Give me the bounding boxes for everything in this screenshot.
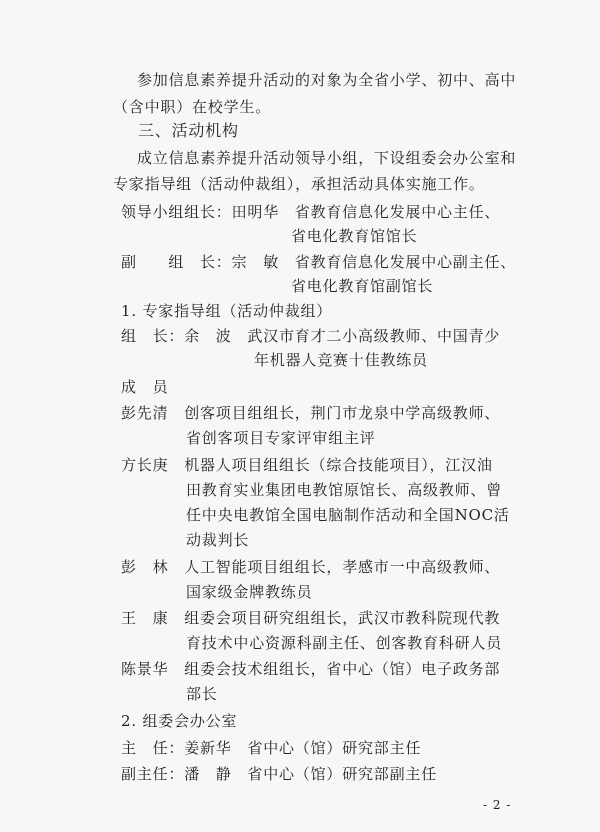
member-line: 副 组 长：宗 敏 省教育信息化发展中心副主任、: [121, 253, 517, 271]
member-line: 王 康 组委会项目研究组组长，武汉市教科院现代教: [121, 609, 501, 627]
member-line: 主 任：姜新华 省中心（馆）研究部主任: [121, 739, 422, 757]
member-line-continued: 省电化教育馆副馆长: [291, 277, 434, 295]
subsection-heading: 1. 专家指导组（活动仲裁组）: [121, 302, 333, 320]
member-line: 陈景华 组委会技术组组长，省中心（馆）电子政务部: [121, 660, 501, 678]
member-line: 组 长：余 波 武汉市育才二小高级教师、中国青少: [121, 327, 501, 345]
paragraph-line: 参加信息素养提升活动的对象为全省小学、初中、高中: [137, 71, 517, 89]
member-line: 领导小组组长：田明华 省教育信息化发展中心主任、: [121, 203, 501, 221]
member-line: 副主任：潘 静 省中心（馆）研究部副主任: [121, 765, 438, 783]
member-line-continued: 国家级金牌教练员: [186, 583, 313, 601]
member-line-continued: 育技术中心资源科副主任、创客教育科研人员: [186, 634, 503, 652]
paragraph-line: （含中职）在校学生。: [113, 98, 272, 116]
member-line-continued: 田教育实业集团电教馆原馆长、高级教师、曾: [186, 481, 503, 499]
label-line: 成 员: [121, 378, 169, 396]
member-line-continued: 部长: [186, 685, 218, 703]
member-line: 方长庚 机器人项目组组长（综合技能项目），江汉油: [121, 456, 493, 474]
member-line-continued: 年机器人竞赛十佳教练员: [254, 351, 428, 369]
section-heading: 三、活动机构: [138, 121, 239, 140]
member-line-continued: 省电化教育馆馆长: [291, 227, 418, 245]
member-line-continued: 任中央电教馆全国电脑制作活动和全国NOC活: [186, 506, 510, 524]
member-line-continued: 省创客项目专家评审组主评: [186, 429, 376, 447]
member-line: 彭 林 人工智能项目组组长，孝感市一中高级教师、: [121, 558, 501, 576]
paragraph-line: 专家指导组（活动仲裁组），承担活动具体实施工作。: [113, 175, 485, 193]
paragraph-line: 成立信息素养提升活动领导小组，下设组委会办公室和: [137, 149, 517, 167]
page-number: - 2 -: [483, 798, 512, 812]
member-line: 彭先清 创客项目组组长，荆门市龙泉中学高级教师、: [121, 404, 501, 422]
member-line-continued: 动裁判长: [186, 531, 250, 549]
subsection-heading: 2. 组委会办公室: [121, 712, 238, 730]
